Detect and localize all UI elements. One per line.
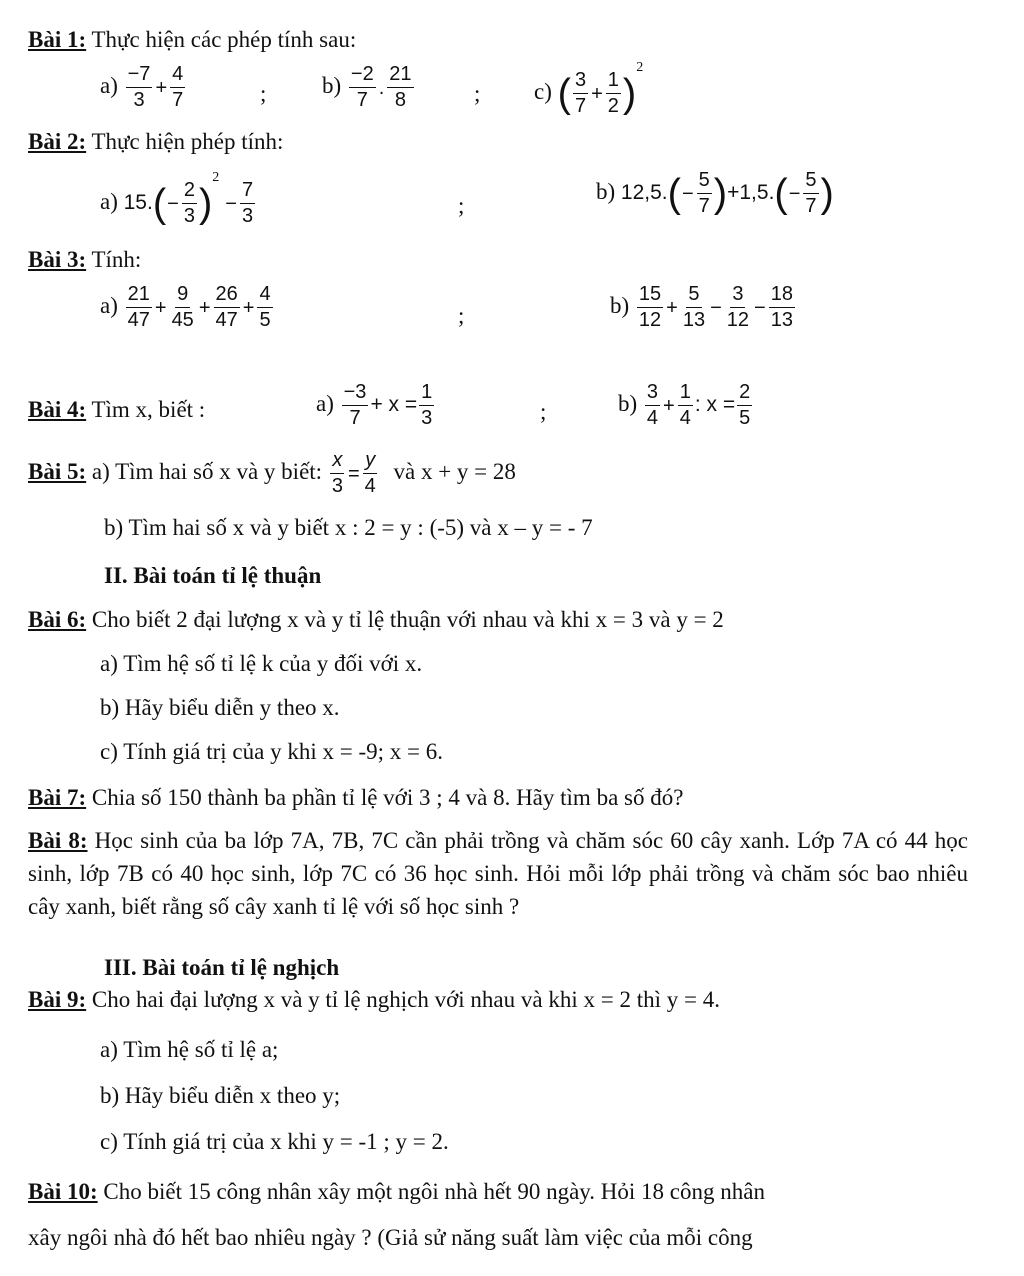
bai9-b: b) Hãy biểu diễn x theo y; bbox=[100, 1083, 341, 1108]
bai8-paragraph bbox=[28, 824, 968, 923]
bai7-heading bbox=[28, 784, 683, 812]
fraction: $\frac{26}{47}$ bbox=[215, 283, 238, 331]
fraction: $\frac{3}{4}$ bbox=[646, 381, 659, 429]
bai3-label: Bài 3: bbox=[28, 247, 87, 272]
bai1-intro: Thực hiện các phép tính sau: bbox=[86, 27, 357, 52]
exponent: 2 bbox=[212, 170, 220, 185]
fraction: $\frac{1}{2}$ bbox=[607, 69, 619, 118]
bai1-heading bbox=[28, 26, 356, 54]
bai6-heading bbox=[28, 606, 724, 634]
fraction: $\frac{5}{13}$ bbox=[682, 283, 706, 331]
bai10-label: Bài 10: bbox=[28, 1179, 98, 1204]
bai4-a: a) $\frac{-3}{7}$ + x = $\frac{1}{3}$ bbox=[316, 381, 433, 429]
bai7-text: Chia số 150 thành ba phần tỉ lệ với 3 ; 4 và 8. Hãy tìm ba số đó? bbox=[86, 785, 684, 810]
fraction: $\frac{-3}{7}$ bbox=[343, 381, 367, 429]
fraction: $\frac{3}{12}$ bbox=[726, 283, 750, 331]
bai2-intro: Thực hiện phép tính: bbox=[86, 129, 284, 154]
fraction: $\frac{1}{3}$ bbox=[421, 381, 433, 429]
bai3-b: b) $\frac{15}{12}$ + $\frac{5}{13}$ − $\frac{3}{12}$ − $\frac{18}{13}$ bbox=[610, 283, 793, 331]
fraction: $\frac{9}{45}$ bbox=[171, 283, 194, 331]
bai3-intro: Tính: bbox=[86, 247, 142, 272]
bai8-text: Học sinh của ba lớp 7A, 7B, 7C cần phải trồng và chăm sóc 60 cây xanh. Lớp 7A có 44 học sinh, lớp 7B có 40 học sinh, lớp 7C có 36 học sinh. Hỏi mỗi lớp phải trồng và chăm sóc bao nhiêu cây xanh, biết rằng số cây xanh tỉ lệ với số học sinh ? bbox=[28, 828, 969, 919]
bai4-sep: ; bbox=[540, 399, 547, 424]
bai3-heading bbox=[28, 246, 141, 274]
bai3-a-label: a) bbox=[100, 292, 118, 318]
fraction: $\frac{5}{7}$ bbox=[805, 169, 817, 217]
fraction: $\frac{15}{12}$ bbox=[638, 283, 662, 331]
bai1-a: a) $\frac{-7}{3}$ + $\frac{4}{7}$ bbox=[100, 63, 184, 111]
bai3-sep: ; bbox=[458, 303, 465, 328]
bai5-a-text: a) Tìm hai số x và y biết: bbox=[86, 458, 323, 484]
fraction: $\frac{4}{5}$ bbox=[259, 283, 271, 331]
bai1-sep2: ; bbox=[474, 81, 481, 106]
bai6-a: a) Tìm hệ số tỉ lệ k của y đối với x. bbox=[100, 651, 423, 676]
bai9-heading bbox=[28, 986, 720, 1014]
fraction: $\frac{-2}{7}$ bbox=[350, 63, 374, 111]
bai2-b: b) 12,5.(− $\frac{5}{7}$ )+1,5.(− $\frac{5}{7}$ ) bbox=[596, 169, 834, 217]
bai4-b: b) $\frac{3}{4}$ + $\frac{1}{4}$ : x = $\frac{2}{5}$ bbox=[618, 381, 751, 429]
bai6-text: Cho biết 2 đại lượng x và y tỉ lệ thuận với nhau và khi x = 3 và y = 2 bbox=[86, 607, 724, 632]
bai1-c-label: c) bbox=[534, 79, 552, 104]
fraction: $\frac{7}{3}$ bbox=[241, 179, 254, 228]
fraction: $\frac{3}{7}$ bbox=[574, 69, 587, 118]
bai1-c: c) ( $\frac{3}{7}$ + $\frac{1}{2}$ )$^2$ bbox=[534, 60, 644, 118]
bai6-label: Bài 6: bbox=[28, 607, 87, 632]
fraction: $\frac{18}{13}$ bbox=[770, 283, 793, 331]
fraction: $\frac{4}{7}$ bbox=[172, 63, 184, 111]
fraction: $\frac{1}{4}$ bbox=[679, 381, 691, 429]
bai2-sep: ; bbox=[458, 193, 465, 218]
bai5-b: b) Tìm hai số x và y biết x : 2 = y : (-5) và x – y = - 7 bbox=[104, 515, 593, 540]
bai2-b-label: b) bbox=[596, 178, 616, 204]
bai10-text: Cho biết 15 công nhân xây một ngôi nhà hết 90 ngày. Hỏi 18 công nhân bbox=[97, 1179, 765, 1204]
bai6-b: b) Hãy biểu diễn y theo x. bbox=[100, 695, 340, 720]
bai8-label: Bài 8: bbox=[28, 828, 88, 853]
bai9-c: c) Tính giá trị của x khi y = -1 ; y = 2. bbox=[100, 1129, 449, 1154]
bai2-heading bbox=[28, 128, 283, 156]
bai9-text: Cho hai đại lượng x và y tỉ lệ nghịch với nhau và khi x = 2 thì y = 4. bbox=[86, 987, 720, 1012]
bai5-a-tail: và x + y = 28 bbox=[393, 458, 516, 484]
section-iii-title: III. Bài toán tỉ lệ nghịch bbox=[104, 955, 340, 980]
bai5-label: Bài 5: bbox=[28, 458, 87, 484]
bai4-a-label: a) bbox=[316, 390, 334, 416]
bai6-c: c) Tính giá trị của y khi x = -9; x = 6. bbox=[100, 739, 443, 764]
bai9-label: Bài 9: bbox=[28, 987, 87, 1012]
fraction: $\frac{2}{5}$ bbox=[739, 381, 751, 429]
bai4-heading bbox=[28, 396, 205, 424]
fraction: $\frac{2}{3}$ bbox=[183, 179, 195, 228]
bai3-b-label: b) bbox=[610, 292, 630, 318]
bai3-a: a) $\frac{21}{47}$ + $\frac{9}{45}$ + $\frac{26}{47}$ + $\frac{4}{5}$ bbox=[100, 283, 271, 331]
bai2-label: Bài 2: bbox=[28, 129, 87, 154]
fraction: $\frac{-7}{3}$ bbox=[127, 63, 151, 111]
bai5-a: Bài 5: a) Tìm hai số x và y biết: $\frac{x}{3}$ = $\frac{y}{4}$ và x + y = 28 bbox=[28, 449, 516, 497]
fraction: $\frac{5}{7}$ bbox=[698, 169, 710, 217]
bai2-a-label: a) bbox=[100, 189, 118, 214]
fraction: $\frac{y}{4}$ bbox=[364, 449, 376, 497]
bai1-sep1: ; bbox=[260, 81, 267, 106]
bai4-intro: Tìm x, biết : bbox=[86, 397, 206, 422]
fraction: $\frac{21}{47}$ bbox=[127, 283, 150, 331]
exponent: 2 bbox=[636, 60, 644, 75]
bai1-b: b) $\frac{-2}{7}$ . $\frac{21}{8}$ bbox=[322, 63, 412, 111]
bai1-a-label: a) bbox=[100, 72, 118, 98]
bai7-label: Bài 7: bbox=[28, 785, 87, 810]
bai1-b-label: b) bbox=[322, 72, 342, 98]
bai4-b-label: b) bbox=[618, 390, 638, 416]
bai10-heading bbox=[28, 1178, 765, 1206]
bai1-label: Bài 1: bbox=[28, 27, 87, 52]
section-ii-title: II. Bài toán tỉ lệ thuận bbox=[104, 563, 322, 588]
bai2-a: a) 15.(− $\frac{2}{3}$ )$^2$− $\frac{7}{3}$ bbox=[100, 170, 254, 228]
bai9-a: a) Tìm hệ số tỉ lệ a; bbox=[100, 1037, 279, 1062]
fraction: $\frac{21}{8}$ bbox=[389, 63, 412, 111]
bai10-line2: xây ngôi nhà đó hết bao nhiêu ngày ? (Giả sử năng suất làm việc của mỗi công bbox=[28, 1225, 753, 1250]
bai4-label: Bài 4: bbox=[28, 397, 87, 422]
fraction: $\frac{x}{3}$ bbox=[331, 449, 343, 497]
